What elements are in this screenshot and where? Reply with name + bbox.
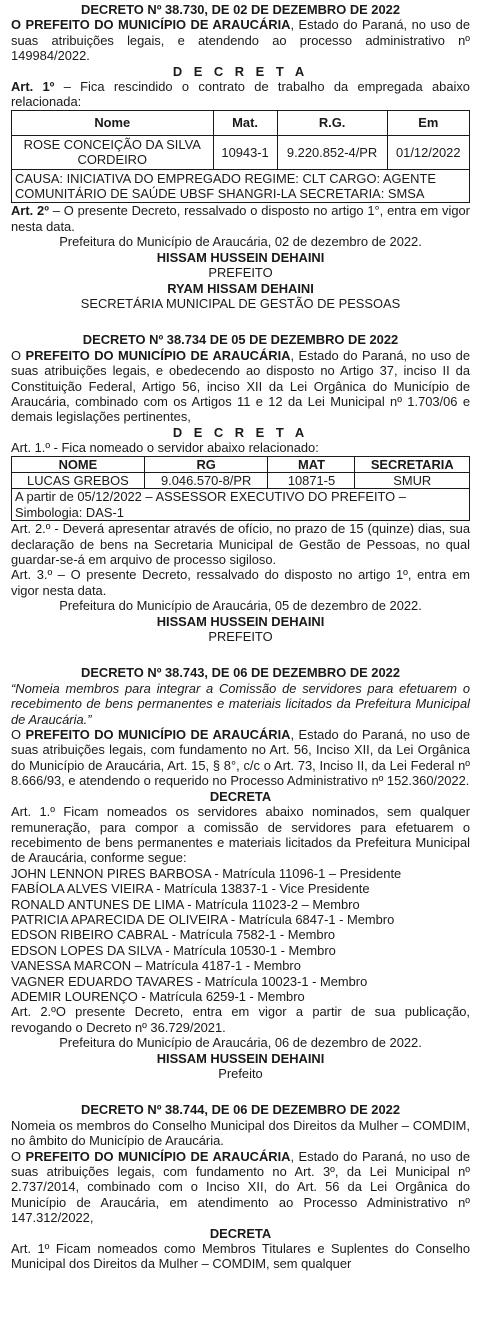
col-mat: Mat. (213, 110, 277, 135)
cell-secretaria: SMUR (355, 472, 470, 488)
article-2: Art. 2.ºO presente Decreto, entra em vigor a partir de sua publicação, revogando o Decreto nº 36.729/2021. (11, 1004, 470, 1035)
signatory-name: RYAM HISSAM DEHAINI (167, 280, 314, 296)
list-item: ADEMIR LOURENÇO - Matrícula 6259-1 - Membro (11, 988, 305, 1004)
article-3: Art. 3.º – O presente Decreto, ressalvado do disposto no artigo 1º, entra em vigor nesta data. (11, 567, 470, 598)
table-header-row (12, 456, 470, 472)
decree-intro (11, 348, 470, 425)
article-1: Art. 1.º - Fica nomeado o servidor abaixo relacionado: (11, 440, 319, 456)
signatory-role: PREFEITO (208, 629, 273, 645)
col-nome: NOME (12, 456, 145, 472)
decree-38744 (11, 1102, 470, 1271)
rescission-table (11, 110, 470, 204)
signatory-role: SECRETÁRIA MUNICIPAL DE GESTÃO DE PESSOAS (80, 295, 401, 311)
appointment-table (11, 456, 470, 490)
place-date: Prefeitura do Município de Araucária, 06 de dezembro de 2022. (59, 1035, 422, 1051)
cell-nome: ROSE CONCEIÇÃO DA SILVA CORDEIRO (12, 135, 214, 169)
intro-prefix: O (11, 727, 26, 743)
intro-prefix: O (11, 1148, 26, 1164)
list-item: FABÍOLA ALVES VIEIRA - Matrícula 13837-1 - Vice Presidente (11, 881, 370, 897)
article-2 (11, 203, 470, 234)
decree-38743 (11, 665, 470, 1081)
article-text: – Fica rescindido o contrato de trabalho da empregada abaixo relacionada: (11, 79, 470, 110)
table-header-row (12, 110, 470, 135)
table-row (12, 135, 470, 169)
cell-em: 01/12/2022 (387, 135, 469, 169)
place-date: Prefeitura do Município de Araucária, 02 de dezembro de 2022. (59, 234, 422, 250)
cell-mat: 10871-5 (268, 472, 355, 488)
appointment-note: A partir de 05/12/2022 – ASSESSOR EXECUTIVO DO PREFEITO – Simbologia: DAS-1 (11, 489, 470, 521)
decree-summary: “Nomeia membros para integrar a Comissão de servidores para efetuarem o recebimento de bens permanentes e materiais licitados da Prefeitura Municipal de Araucária.” (11, 680, 470, 727)
signatory-name: HISSAM HUSSEIN DEHAINI (156, 1050, 325, 1066)
article-2: Art. 2.º - Deverá apresentar através de ofício, no prazo de 15 (quinze) dias, sua declaração de bens na Secretaria Municipal de Gestão de Pessoas, no qual guardar-se-á em arquivo de processo sigiloso. (11, 521, 470, 567)
list-item: VAGNER EDUARDO TAVARES - Matrícula 10023-1 - Membro (11, 973, 368, 989)
signatory-role: Prefeito (218, 1066, 263, 1081)
intro-text: , Estado do Paraná, no uso de suas atribuições legais, com fundamento no Art. 56, Inciso XII, da Lei Orgânica do Município de Araucária, Art. 15, § 8°, c/c o Art. 73, Inciso II, da Lei Federal nº 8.666/93, e atendendo o requerido no Processo Administrativo nº 152.360/2022. (11, 727, 471, 789)
article-label: Art. 1º (11, 79, 55, 95)
col-nome: Nome (12, 110, 214, 135)
signatory-name: HISSAM HUSSEIN DEHAINI (156, 249, 325, 265)
decree-title: DECRETO Nº 38.730, DE 02 DE DEZEMBRO DE 2022 (81, 2, 400, 17)
col-rg: RG (144, 456, 268, 472)
article-1 (11, 79, 470, 110)
article-1: Art. 1º Ficam nomeados como Membros Titulares e Suplentes do Conselho Municipal dos Direitos da Mulher – COMDIM, sem qualquer (11, 1241, 470, 1272)
table-cause-row (12, 169, 470, 203)
list-item: JOHN LENNON PIRES BARBOSA - Matrícula 11096-1 – Presidente (11, 865, 402, 881)
col-mat: MAT (268, 456, 355, 472)
decree-intro (11, 1149, 470, 1226)
decree-title: DECRETO Nº 38.744, DE 06 DE DEZEMBRO DE 2022 (81, 1102, 400, 1118)
member-list (11, 866, 470, 1005)
cell-rg: 9.220.852-4/PR (277, 135, 387, 169)
decreta-heading: DECRETA (209, 788, 272, 804)
article-1: Art. 1.º Ficam nomeados os servidores abaixo nominados, sem qualquer remuneração, para compor a comissão de servidores para efetuarem o recebimento de bens permanentes e materiais licitados da Prefeitura Municipal de Araucária, conforme segue: (11, 804, 470, 866)
col-secretaria: SECRETARIA (355, 456, 470, 472)
intro-prefix: O (11, 347, 26, 363)
decree-title: DECRETO Nº 38.743, DE 06 DE DEZEMBRO DE 2022 (81, 665, 400, 681)
list-item: PATRICIA APARECIDA DE OLIVEIRA - Matrícula 6847-1 - Membro (11, 911, 395, 927)
article-label: Art. 2º (11, 203, 49, 219)
list-item: RONALD ANTUNES DE LIMA - Matrícula 11023-2 – Membro (11, 896, 360, 912)
col-em: Em (387, 110, 469, 135)
table-row (12, 472, 470, 488)
list-item: EDSON LOPES DA SILVA - Matrícula 10530-1 - Membro (11, 942, 336, 958)
article-text: – O presente Decreto, ressalvado o disposto no artigo 1°, entra em vigor nesta data. (11, 203, 470, 234)
decree-intro (11, 727, 470, 789)
intro-text: , Estado do Paraná, no uso de suas atribuições legais, com fundamento no Art. 3º, da Lei Municipal nº 2.737/2014, combinado com o Inciso XII, do Art. 56 da Lei Orgânica do Município de Araucária, em atendimento ao Processo Administrativo nº 147.312/2022, (11, 1148, 471, 1226)
cause-text: CAUSA: INICIATIVA DO EMPREGADO REGIME: CLT CARGO: AGENTE COMUNITÁRIO DE SAÚDE UBSF SHANGRI-LA SECRETARIA: SMSA (12, 169, 470, 203)
intro-text: , Estado do Paraná, no uso de suas atribuições legais, e obedecendo ao disposto no Artigo 37, inciso II da Constituição Federal, Artigo 56, inciso XII da Lei Orgânica do Município de Araucária, combinado com os Artigos 11 e 12 da Lei Municipal nº 1.703/06 e demais legislações pertinentes, (11, 347, 471, 425)
decree-intro (11, 17, 470, 63)
intro-text: , Estado do Paraná, no uso de suas atribuições legais, e atendendo ao processo administrativo nº 149984/2022. (11, 17, 470, 64)
place-date: Prefeitura do Município de Araucária, 05 de dezembro de 2022. (59, 598, 422, 614)
signatory-name: HISSAM HUSSEIN DEHAINI (156, 613, 325, 629)
intro-authority: PREFEITO DO MUNICÍPIO DE ARAUCÁRIA (25, 347, 291, 363)
cell-rg: 9.046.570-8/PR (144, 472, 268, 488)
decree-title: DECRETO Nº 38.734 DE 05 DE DEZEMBRO DE 2022 (82, 332, 399, 348)
decree-summary: Nomeia os membros do Conselho Municipal dos Direitos da Mulher – COMDIM, no âmbito do Município de Araucária. (11, 1117, 470, 1149)
decreta-heading: D E C R E T A (172, 63, 309, 79)
cell-nome: LUCAS GREBOS (12, 472, 145, 488)
decree-38734 (11, 332, 470, 644)
cell-mat: 10943-1 (213, 135, 277, 169)
signatory-role: PREFEITO (208, 265, 273, 281)
list-item: VANESSA MARCON – Matrícula 4187-1 - Membro (11, 958, 301, 974)
intro-authority: PREFEITO DO MUNICÍPIO DE ARAUCÁRIA (25, 727, 291, 743)
decreta-heading: DECRETA (209, 1225, 272, 1241)
intro-authority: O PREFEITO DO MUNICÍPIO DE ARAUCÁRIA (11, 17, 291, 33)
decree-38730 (11, 2, 470, 311)
col-rg: R.G. (277, 110, 387, 135)
intro-authority: PREFEITO DO MUNICÍPIO DE ARAUCÁRIA (25, 1148, 291, 1164)
list-item: EDSON RIBEIRO CABRAL - Matrícula 7582-1 - Membro (11, 927, 336, 943)
decreta-heading: D E C R E T A (172, 424, 309, 440)
